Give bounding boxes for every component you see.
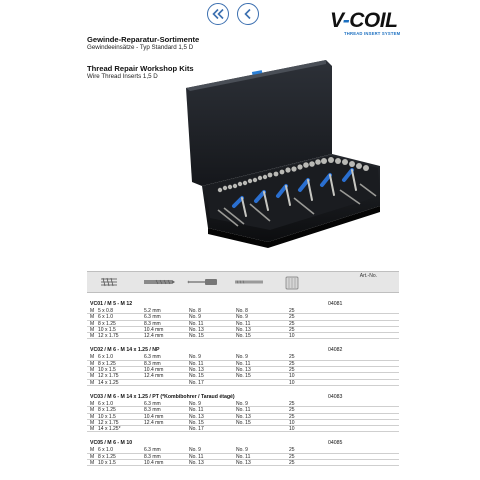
- thread-prefix: M: [90, 460, 95, 467]
- tap-number: No. 13: [189, 367, 204, 374]
- title-english: Thread Repair Workshop Kits: [87, 64, 194, 73]
- insert-box-icon: [285, 276, 299, 290]
- thread-size: 8 x 1.25: [98, 407, 116, 414]
- thread-size: 6 x 1.0: [98, 447, 114, 454]
- kit-title: [87, 300, 399, 308]
- thread-size: 8 x 1.25: [98, 360, 116, 367]
- article-number: 04082: [328, 347, 343, 354]
- thread-size: 12 x 1.75: [98, 419, 119, 426]
- thread-prefix: M: [90, 413, 95, 420]
- thread-size: 10 x 1.5: [98, 413, 116, 420]
- tap-number: No. 8: [189, 308, 201, 314]
- quantity: 25: [289, 308, 295, 314]
- thread-prefix: M: [90, 400, 95, 407]
- thread-size: 8 x 1.25: [98, 453, 116, 460]
- tap-number: No. 13: [189, 326, 204, 333]
- quantity: 10: [289, 426, 295, 433]
- kit-title: [87, 346, 399, 354]
- drill-size: 8.3 mm: [144, 453, 161, 460]
- thread-prefix: M: [90, 308, 95, 314]
- thread-prefix: M: [90, 367, 95, 374]
- table-row: [87, 460, 399, 466]
- quantity: 10: [289, 379, 295, 386]
- tap-number: No. 15: [189, 333, 204, 340]
- thread-prefix: M: [90, 426, 95, 433]
- insert-tool-number: No. 15: [236, 333, 251, 340]
- subtitle-english: Wire Thread Inserts 1,5 D: [87, 73, 158, 80]
- drill-size: 12.4 mm: [144, 333, 164, 340]
- drill-size: 12.4 mm: [144, 419, 164, 426]
- logo-wordmark: V-COIL: [330, 9, 398, 32]
- quantity: 25: [289, 400, 295, 407]
- tap-number: No. 9: [189, 400, 201, 407]
- insert-tool-number: No. 9: [236, 400, 248, 407]
- quantity: 25: [289, 407, 295, 414]
- thread-prefix: M: [90, 453, 95, 460]
- thread-size: 10 x 1.5: [98, 460, 116, 467]
- tap-number: No. 15: [189, 373, 204, 380]
- insert-tool-number: No. 11: [236, 453, 251, 460]
- drill-size: 12.4 mm: [144, 373, 164, 380]
- quantity: 25: [289, 367, 295, 374]
- thread-prefix: M: [90, 354, 95, 361]
- kit-group: [87, 300, 399, 339]
- insert-tool-number: No. 8: [236, 308, 248, 314]
- thread-prefix: M: [90, 373, 95, 380]
- tap-number: No. 9: [189, 314, 201, 321]
- drill-size: 8.3 mm: [144, 320, 161, 327]
- tap-number: No. 9: [189, 354, 201, 361]
- kit-title: [87, 439, 399, 447]
- thread-insert-icon: [99, 276, 119, 288]
- article-number: 04081: [328, 301, 343, 307]
- table-row: [87, 333, 399, 339]
- quantity: 25: [289, 447, 295, 454]
- quantity: 25: [289, 413, 295, 420]
- thread-prefix: M: [90, 447, 95, 454]
- article-number: 04083: [328, 393, 343, 400]
- tap-number: No. 17: [189, 426, 204, 433]
- kit-name: VC01 / M 5 - M 12: [90, 301, 133, 307]
- kit-group: [87, 393, 399, 432]
- thread-prefix: M: [90, 314, 95, 321]
- spec-table-header: [87, 271, 399, 293]
- drill-size: 8.3 mm: [144, 407, 161, 414]
- insert-tool-number: No. 13: [236, 460, 251, 467]
- kit-name: VC03 / M 6 - M 14 x 1.25 / PT (*Kombibohrer / Taraud étagé): [90, 393, 235, 400]
- quantity: 25: [289, 360, 295, 367]
- drill-size: 6.3 mm: [144, 314, 161, 321]
- tap-number: No. 15: [189, 419, 204, 426]
- thread-size: 12 x 1.75: [98, 333, 119, 340]
- drill-size: 5.2 mm: [144, 308, 161, 314]
- thread-size: 14 x 1.25*: [98, 426, 121, 433]
- heading-german: [87, 35, 199, 52]
- tap-number: No. 11: [189, 407, 204, 414]
- logo-tagline: THREAD INSERT SYSTEM: [344, 31, 401, 36]
- tap-number: No. 9: [189, 447, 201, 454]
- insert-tool-number: No. 9: [236, 354, 248, 361]
- kit-title: [87, 393, 399, 401]
- kit-name: VC05 / M 6 - M 10: [90, 440, 133, 447]
- thread-prefix: M: [90, 320, 95, 327]
- thread-size: 10 x 1.5: [98, 326, 116, 333]
- article-number-label: Art.-No.: [359, 273, 377, 279]
- quantity: 25: [289, 314, 295, 321]
- subtitle-german: Gewindeeinsätze - Typ Standard 1,5 D: [87, 44, 194, 51]
- thread-prefix: M: [90, 407, 95, 414]
- brand-logo: [330, 10, 410, 36]
- back-icon: [242, 8, 254, 20]
- drill-size: 6.3 mm: [144, 400, 161, 407]
- quantity: 25: [289, 453, 295, 460]
- product-photo: [180, 58, 386, 248]
- quantity: 10: [289, 373, 295, 380]
- drill-icon: [142, 276, 176, 288]
- thread-prefix: M: [90, 419, 95, 426]
- thread-size: 6 x 1.0: [98, 314, 114, 321]
- drill-size: 10.4 mm: [144, 367, 164, 374]
- table-row: [87, 380, 399, 386]
- kit-group: [87, 346, 399, 385]
- thread-size: 12 x 1.75: [98, 373, 119, 380]
- tap-number: No. 17: [189, 379, 204, 386]
- thread-size: 6 x 1.0: [98, 400, 114, 407]
- spec-table: [87, 271, 399, 466]
- insert-tool-number: No. 9: [236, 447, 248, 454]
- quantity: 25: [289, 320, 295, 327]
- drill-size: 10.4 mm: [144, 326, 164, 333]
- insert-tool-number: No. 15: [236, 373, 251, 380]
- rewind-button[interactable]: [207, 3, 229, 25]
- insert-tool-number: No. 11: [236, 360, 251, 367]
- insert-tool-number: No. 13: [236, 326, 251, 333]
- back-button[interactable]: [237, 3, 259, 25]
- tap-icon: [233, 276, 267, 288]
- quantity: 10: [289, 419, 295, 426]
- tap-number: No. 11: [189, 360, 204, 367]
- drill-size: 10.4 mm: [144, 413, 164, 420]
- quantity: 10: [289, 333, 295, 340]
- drill-size: 6.3 mm: [144, 354, 161, 361]
- thread-prefix: M: [90, 379, 95, 386]
- quantity: 25: [289, 354, 295, 361]
- kit-groups: [87, 300, 399, 466]
- thread-size: 14 x 1.25: [98, 379, 119, 386]
- kit-name: VC02 / M 6 - M 14 x 1.25 / NP: [90, 347, 160, 354]
- thread-size: 10 x 1.5: [98, 367, 116, 374]
- navigation: [207, 3, 259, 25]
- tap-number: No. 13: [189, 460, 204, 467]
- tap-number: No. 11: [189, 320, 204, 327]
- thread-size: 8 x 1.25: [98, 320, 116, 327]
- article-number: 04085: [328, 440, 343, 447]
- drill-size: 10.4 mm: [144, 460, 164, 467]
- installation-tool-icon: [187, 276, 219, 288]
- tap-number: No. 11: [189, 453, 204, 460]
- insert-tool-number: No. 15: [236, 419, 251, 426]
- rewind-icon: [211, 8, 225, 20]
- title-german: Gewinde-Reparatur-Sortimente: [87, 35, 200, 44]
- insert-tool-number: No. 13: [236, 413, 251, 420]
- drill-size: 8.3 mm: [144, 360, 161, 367]
- insert-tool-number: No. 11: [236, 407, 251, 414]
- table-row: [87, 426, 399, 432]
- thread-prefix: M: [90, 360, 95, 367]
- thread-prefix: M: [90, 326, 95, 333]
- kit-group: [87, 439, 399, 466]
- quantity: 25: [289, 326, 295, 333]
- insert-tool-number: No. 11: [236, 320, 251, 327]
- thread-prefix: M: [90, 333, 95, 340]
- drill-size: 6.3 mm: [144, 447, 161, 454]
- thread-size: 6 x 1.0: [98, 354, 114, 361]
- quantity: 25: [289, 460, 295, 467]
- insert-tool-number: No. 13: [236, 367, 251, 374]
- heading-english: [87, 64, 194, 81]
- insert-tool-number: No. 9: [236, 314, 248, 321]
- thread-size: 5 x 0.8: [98, 308, 114, 314]
- tap-number: No. 13: [189, 413, 204, 420]
